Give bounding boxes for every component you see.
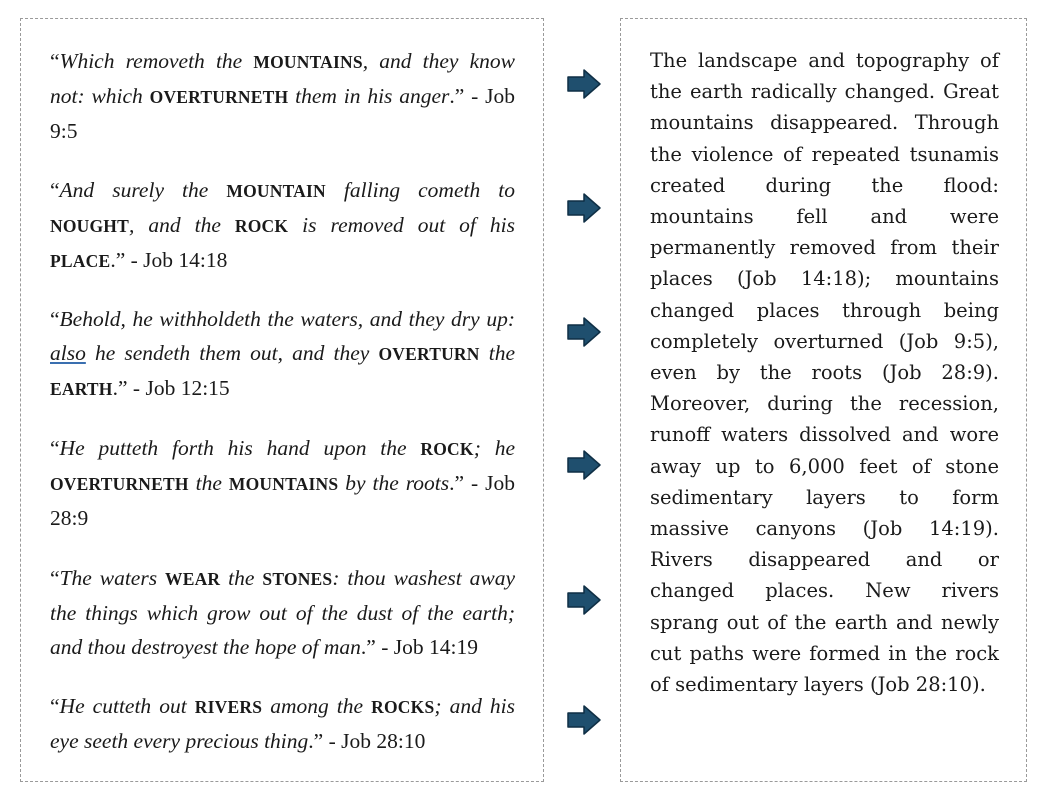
- verse-text: falling cometh to: [325, 178, 515, 202]
- verse-text: And surely the: [59, 178, 227, 202]
- verse-text: He putteth forth his hand upon the: [59, 436, 421, 460]
- verse-text: ; and his eye seeth every precious thing: [50, 694, 516, 753]
- verse-text: , and the: [129, 213, 235, 237]
- emphasis-keyword: OVERTURNETH: [50, 474, 189, 494]
- emphasis-keyword: MOUNTAINS: [253, 52, 363, 72]
- verse-text: “: [50, 694, 60, 718]
- verse-text: Behold, he withholdeth the waters, and they dry up:: [59, 307, 515, 331]
- verse-quote: [50, 302, 515, 406]
- right-arrow-icon: [566, 68, 602, 100]
- emphasis-keyword: STONES: [262, 569, 333, 589]
- right-arrow-icon: [566, 316, 602, 348]
- emphasis-keyword: MOUNTAIN: [226, 181, 326, 201]
- emphasis-keyword: WEAR: [165, 569, 221, 589]
- verse-quote: [50, 44, 515, 148]
- emphasis-keyword: PLACE: [50, 251, 111, 271]
- verse-reference: .” - Job 12:15: [112, 376, 230, 400]
- emphasis-keyword: RIVERS: [194, 697, 263, 717]
- summary-panel: [620, 18, 1027, 782]
- verse-quote: [50, 431, 515, 535]
- verse-text: also: [50, 341, 86, 365]
- summary-text: The landscape and topography of the earth radically changed. Great mountains disappeared. Through the violence of repeated tsunamis created during the flood: mountains fell and were permanently removed from their places (Job 14:18); mountains changed places through being completely overturned (Job 9:5), even by the roots (Job 28:9). Moreover, during the recession, runoff waters dissolved and wore away up to 6,000 feet of stone sedimentary layers to form massive canyons (Job 14:19). Rivers disappeared and or changed places. New rivers sprang out of the earth and newly cut paths were formed in the rock of sedimentary layers (Job 28:10).: [650, 49, 999, 697]
- emphasis-keyword: ROCK: [234, 216, 289, 236]
- verse-text: , and they know not: which: [50, 49, 515, 108]
- verse-text: is removed out of his: [288, 213, 515, 237]
- verse-text: “: [50, 49, 60, 73]
- verse-text: “: [50, 178, 60, 202]
- emphasis-keyword: OVERTURNETH: [149, 87, 289, 107]
- emphasis-keyword: ROCKS: [371, 697, 435, 717]
- verse-quote: [50, 689, 515, 758]
- emphasis-keyword: OVERTURN: [378, 344, 480, 364]
- verse-text: the: [479, 341, 515, 365]
- verse-text: “: [50, 307, 60, 331]
- scripture-quotes-panel: [20, 18, 544, 782]
- verse-text: the: [220, 566, 263, 590]
- verse-text: among the: [262, 694, 372, 718]
- verse-text: “: [50, 566, 60, 590]
- verse-text: “: [50, 436, 60, 460]
- verse-text: he sendeth them out, and they: [85, 341, 379, 365]
- right-arrow-icon: [566, 584, 602, 616]
- emphasis-keyword: MOUNTAINS: [228, 474, 339, 494]
- verse-text: the: [188, 471, 229, 495]
- right-arrow-icon: [566, 449, 602, 481]
- verse-reference: .” - Job 14:19: [360, 635, 478, 659]
- verse-text: Which removeth the: [59, 49, 254, 73]
- verse-text: them in his anger: [288, 84, 450, 108]
- verse-text: by the roots: [338, 471, 450, 495]
- verse-reference: .” - Job 28:10: [308, 729, 426, 753]
- verse-text: The waters: [59, 566, 165, 590]
- verse-quote: [50, 561, 515, 664]
- right-arrow-icon: [566, 704, 602, 736]
- emphasis-keyword: ROCK: [420, 439, 474, 459]
- right-arrow-icon: [566, 192, 602, 224]
- emphasis-keyword: EARTH: [50, 379, 113, 399]
- verse-reference: .” - Job 14:18: [110, 248, 228, 272]
- verse-text: ; he: [473, 436, 516, 460]
- verse-text: : thou washest away the things which grow out of the dust of the earth; and thou destroyest the hope of man: [50, 566, 515, 659]
- verse-reference: .” - Job 9:5: [50, 84, 515, 143]
- emphasis-keyword: NOUGHT: [50, 216, 129, 236]
- verse-quote: [50, 173, 515, 278]
- verse-text: He cutteth out: [59, 694, 195, 718]
- verse-reference: .” - Job 28:9: [50, 471, 515, 530]
